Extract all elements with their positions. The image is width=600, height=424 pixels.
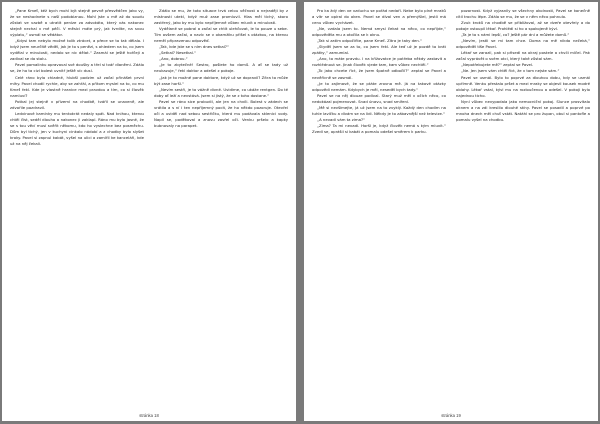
paragraph: „Ne, vzdala jsem to. Nemá smysl čekat na něco, co nepřijde,“ odpověděla mu a otočila se k oknu. <box>312 26 446 38</box>
paragraph: Potkal jej stejně v přízemí na chodbě, tvářil se unaveně, ale zdvořile pozdravil. <box>10 98 144 110</box>
left-column-2 <box>154 8 288 412</box>
left-column-1 <box>10 8 144 412</box>
right-page-columns <box>312 8 590 412</box>
paragraph: „Setkal? Nesetkal.“ <box>159 50 197 56</box>
paragraph: Pavel pomalinku opravoval své doušky a třel si tvář dlaněmi. Zdálo se, že ho ta cizí bolest uvnitř ještě víc dusí. <box>10 62 144 74</box>
page-number-left: stránka 18 <box>139 413 159 418</box>
paragraph: „Nevím sestři, je to vážně divné. Uvidíme, co ukáže rentgen. Do té doby ať leží a nevstává. Jsem si jistý, že se z toho dostane.“ <box>154 86 288 98</box>
paragraph: Nyní vůbec nevypadala jako nemocniční pokoj. Slunce prosvítalo oknem a na zdi kreslilo dlouhé stíny. Pavel se posadil a poprvé po mnoha dnech měl chuť vstát. Natáhl se pro župan, obul si pantofle a pomalu vyšel na chodbu. <box>456 98 590 122</box>
paragraph: „Kdysi tam nebylo možné tolik ztrácet, a přece se to tak dělalo. I když jsem neurčitě věděl, jak je to s penězi, s ohledem na to, co jsem vydělal v minulosti, nedalo se nic dělat.“ Zasmál se ještě hořčeji a zadíval se do stolu. <box>10 38 144 62</box>
paragraph: „Tak, kde jste se s ním dnes setkal?“ <box>159 44 229 50</box>
paragraph: „To jako chcete říct, že jsem špatně odbočil?“ zeptal se Pavel a nevěřícně se zasmál. <box>312 68 446 80</box>
paragraph: Zvuk kroků na chodbě se přibližoval, až se dveře otevřely a do pokoje vstoupil lékař. Prohlédl si ho a spokojeně kývl. <box>456 20 590 32</box>
paragraph: „Nepotřebujete mě?“ zeptal se Pavel. <box>461 62 534 68</box>
paragraph: Lékař se zarazil, pak si přisedl na okraj postele a chvíli mlčel. Pak začal vyprávět o svém otci, který také zůstal sám. <box>456 50 590 62</box>
left-page-columns <box>10 8 288 412</box>
paragraph: Pro ka ždý den ve vzduchu se pořád nedaří. Nebe bylo plné mraků a vítr se opíral do oken. Pavel se díval ven a přemýšlel, jestli má cenu vůbec vycházet. <box>312 8 446 26</box>
paragraph: „Jak je to možné pane doktore, když už se dopravil? Zítra to může být zase horší.“ <box>154 74 288 86</box>
paragraph: Pavel se na něj dlouze podíval. Starý muž měl v očích něco, co nedokázal pojmenovat. Snad únavu, snad smíření. <box>312 92 446 104</box>
right-column-1 <box>312 8 446 412</box>
paragraph: „Nevím, jestli se mi tam chce. Doma na mě nikdo nečeká,“ odpověděl tiše Pavel. <box>456 38 590 50</box>
paragraph: „Zima? Ta mi nevadí. Horší je, když člověk nemá s kým mluvit.“ Zvedl se, oprášil si kabát a pomalu odešel směrem k parku. <box>312 122 446 134</box>
paragraph: Vydělané se pobral a začal se chtít ulehčovat, le to pouze u sebe. Tím ovšem začal, a navíc se v okamžiku přišel s otázkou, na kterou neměl připravenou odpověď. <box>154 26 288 44</box>
paragraph: „Styděl jsem se za to, co jsem řekl. Ale teď už je pozdě to brát zpátky,“ zamumlal. <box>312 44 446 56</box>
paragraph: „Tak si zatím odpočiňte, pane Kmeť. Zítra je taky den.“ <box>317 38 423 44</box>
paragraph: Zdálo se mu, že toto situace trvá celou věčnost a nejraději by z místnosti utekl, když muž zase promluvil. Hlas měl tichý, skoro zastřený, jako by mu bylo nepříjemné vůbec mluvit o minulosti. <box>154 8 288 26</box>
paragraph: „Ta je to s námi lepší, co? Ještě pár dní a můžete domů.“ <box>461 32 570 38</box>
paragraph: „Ano, to máte pravdu. I na křižovatce je potřeba někdy zastavit a rozhlédnout se. Jinak člověk vjede tam, kam vůbec nechtěl.“ <box>312 56 446 68</box>
paragraph: pozornost. Když vyjasnily se všechny okolnosti, Pavel se konečně cítil trochu lépe. Zdálo se mu, že se v něm něco pohnulo. <box>456 8 590 20</box>
paragraph: „A nevadí vám ta zima?“ <box>317 116 365 122</box>
paragraph: „Ne. Jen jsem vám chtěl říct, že v tom nejste sám.“ <box>461 68 560 74</box>
right-page <box>304 2 598 421</box>
paragraph: „Je to zajímavé, že se ptáte zrovna mě. Já na takové otázky odpovědi nemám. Kdybych je měl, neseděl bych tady.“ <box>312 80 446 92</box>
paragraph: „Pane Kmeť, kéž bych mohl být stejně pevně přesvědčen jako vy, že se neshodnete s naší podobiznou. Mohl jste u mě až do soudu zůstat ve vazbě a utratit peníze za advokáta, který vás nakonec stejně nechal v mé péči. V měsíci máte prý, jak tvrdíte, na svou výplatu,“ usmál se vědátor. <box>10 8 144 38</box>
left-page <box>2 2 296 421</box>
paragraph: „Ano, dobrou.“ <box>159 56 188 62</box>
paragraph: „Mě si nevšímejte, já už jsem na to zvyklý. Každý den chodím na tuhle lavičku a dívám se na lidi. Někdy je to zábavnější než televize.“ <box>312 104 446 116</box>
paragraph: Celé ráno bylo chladné, hlubší podzim už začal přinášet první mlhy. Pavel chodil rychle, aby se zahřál, a přitom myslel na to, co mu Kmeť řekl. Kde je vlastně hranice mezi pravdou a tím, co si člověk namluví? <box>10 74 144 98</box>
paragraph: Ledvinové kamínky mu tentokrát nedaly spát. Nad knihou, kterou chtěl číst, seděl dlouho a nakonec ji zaklapl. Ráno mu bylo jasné, že se s tou věcí musí svěřit někomu, kdo ho vyslechne bez posměchu. Dům byl tichý, jen v kuchyni cinkalo nádobí a z chodby bylo slyšet kroky. Pavel si zapnul kabát, vyšel na ulici a zamířil ke kanceláři, kde už na něj čekali. <box>10 110 144 147</box>
paragraph: „Je to zbytečné! Sestro, pošlete ho domů. A ať se tady už neukazuje,“ řekl doktor a odešel z pokoje. <box>154 62 288 74</box>
page-number-right: stránka 19 <box>441 413 461 418</box>
paragraph: Pavel se usmál. Bylo to poprvé za dlouhou dobu, kdy se usmál upřímně. Venku přestalo pršet a mezi mraky se objevil kousek modré oblohy. Lékař vstal, kývl mu na rozloučenou a odešel. V pokoji bylo najednou ticho. <box>456 74 590 98</box>
right-column-2 <box>456 8 590 412</box>
paragraph: Pavel se ráno sice probudil, ale jen na chvíli. Bolest v zádech se vrátila a s ní i ten nepříjemný pocit, že ho někdo pozoruje. Otevřel oči a uviděl nad sebou sestřičku, která mu podávala sklenici vody. Napil se, poděkoval a znovu zavřel oči. Venku pršelo a kapky bubnovaly na parapet. <box>154 98 288 128</box>
